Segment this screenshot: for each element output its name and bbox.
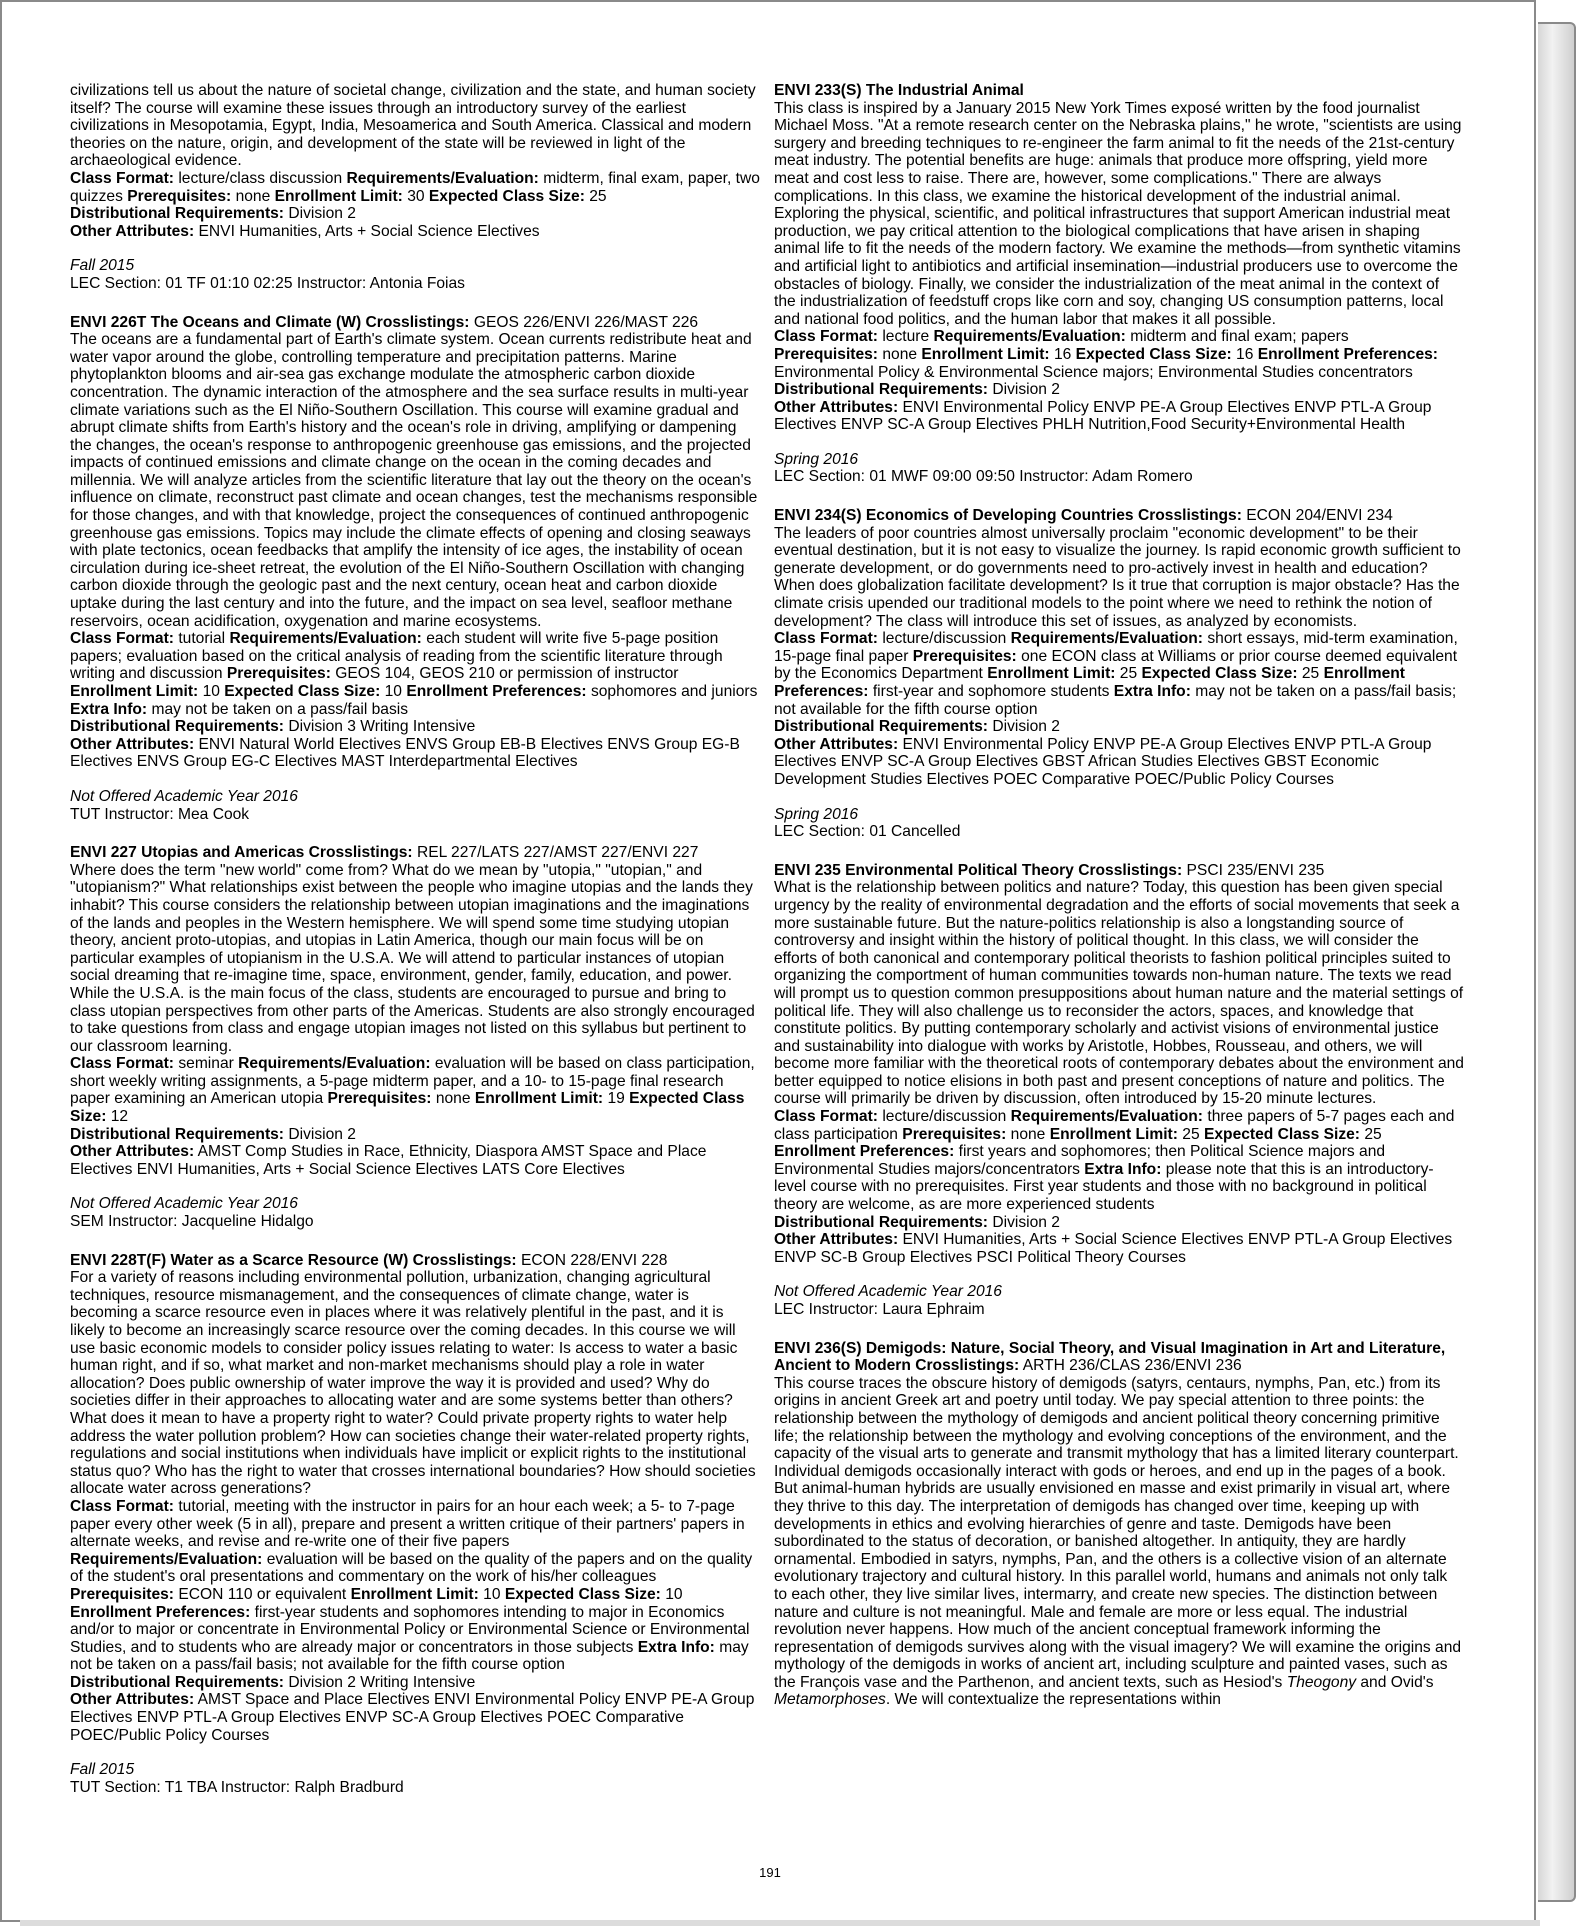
value-attributes: ENVI Environmental Policy ENVP PE-A Group Electives ENVP PTL-A Group Electives ENVP SC-A Group Electives GBST African Studies Electives GBST Economic Development Studies Electives POEC Comparative POEC/Public Policy Courses bbox=[774, 735, 1432, 788]
value-crosslistings: GEOS 226/ENVI 226/MAST 226 bbox=[473, 313, 699, 331]
value-crosslistings: ECON 228/ENVI 228 bbox=[520, 1251, 668, 1269]
course-attributes bbox=[70, 1143, 760, 1178]
value-enrollment-limit: 10 bbox=[202, 683, 220, 700]
value-attributes: ENVI Natural World Electives ENVS Group EB-B Electives ENVS Group EG-B Electives ENVS Group EG-C Electives MAST Interdepartmental Electives bbox=[70, 735, 740, 771]
label-attributes: Other Attributes: bbox=[70, 222, 195, 240]
label-enrollment-limit: Enrollment Limit: bbox=[274, 187, 403, 205]
value-distribution: Division 2 bbox=[992, 718, 1060, 736]
label-enrollment-preferences: Enrollment Preferences: bbox=[406, 683, 587, 700]
page-edge-right bbox=[1538, 22, 1576, 1902]
course-description: What is the relationship between politics and nature? Today, this question has been given special urgency by the reality of environmental degradation and the efforts of social movements that seek a more sustainable future. But the nature-politics relationship is also a longstanding source of controversy and insight within the history of political thought. In this class, we will consider the efforts of both canonical and contemporary political theorists to fashion political principles suited to organizing the comportment of human communities towards non-human nature. The texts we read will prompt us to question common presuppositions about human nature and the material settings of political life. They will also challenge us to reconsider the actors, spaces, and knowledge that constitute politics. By putting contemporary scholarly and activist visions of environmental justice and sustainability into dialogue with works by Aristotle, Hobbes, Rousseau, and others, we will become more familiar with the theoretical roots of contemporary debates about the environment and better equipped to notice elisions in both past and present conceptions of nature and politics. The course will primarily be driven by discussion, often introduced by 15-20 minute lectures. bbox=[774, 879, 1464, 1108]
course-heading bbox=[70, 844, 760, 862]
course-description: Where does the term "new world" come from? What do we mean by "utopia," "utopian," and "utopianism?" What relationships exist between the people who imagine utopias and the lands they inhabit? This course considers the relationship between utopian imaginations and the imaginations of the lands and peoples in the Western hemisphere. We will spend some time studying utopian theory, ancient proto-utopias, and utopias in Latin America, though our main focus will be on particular examples of utopianism in the U.S.A. We will attend to particular instances of utopian social dreaming that re-imagine time, space, environment, gender, family, education, and power. While the U.S.A. is the main focus of the class, students are encouraged to pursue and bring to class utopian perspectives from other parts of the Americas. Students are also strongly encouraged to take questions from class and engage utopian images not listed on this syllabus but pertinent to our classroom learning. bbox=[70, 861, 755, 1055]
course-details-continued bbox=[774, 346, 1464, 381]
course-heading bbox=[774, 1340, 1464, 1375]
section-info: LEC Section: 01 MWF 09:00 09:50 Instructor: Adam Romero bbox=[774, 468, 1193, 486]
value-requirements: evaluation will be based on the quality of the papers and on the quality of the student's oral presentations and commentary on the work of his/her colleagues bbox=[70, 1550, 753, 1586]
value-class-size: 16 bbox=[1236, 345, 1254, 363]
label-requirements: Requirements/Evaluation: bbox=[346, 169, 539, 187]
semester: Not Offered Academic Year 2016 bbox=[70, 787, 298, 805]
course-description-continued bbox=[774, 1463, 1464, 1709]
value-requirements: midterm, final exam, paper, two quizzes bbox=[70, 169, 760, 205]
value-prerequisites: none bbox=[235, 187, 271, 205]
value-enrollment-limit: 30 bbox=[407, 187, 425, 205]
label-prerequisites: Prerequisites: bbox=[226, 665, 331, 683]
label-distribution: Distributional Requirements: bbox=[70, 1125, 285, 1143]
label-requirements: Requirements/Evaluation: bbox=[229, 630, 422, 648]
value-class-format: tutorial bbox=[178, 630, 226, 648]
value-class-format: lecture bbox=[882, 328, 930, 346]
description-text: Individual demigods occasionally interact with gods or heroes, and end up in the pages of a book. But animal-human hybrids are usually envisioned en masse and exist primarily in visual art, where they thrive to this day. The interpretation of demigods has changed over time, keeping up with developments in ethics and evolving hierarchies of genre and taste. Demigods have been subordinated to the status of decoration, or banished altogether. In antiquity, they are hardly ornamental. Embodied in satyrs, nymphs, Pan, and the others is a collective vision of an alternate evolutionary trajectory and cultural history. In this parallel world, humans and animals not only talk to each other, they live similar lives, intermarry, and create new species. The distinction between nature and culture is not meaningful. Male and female are more or less equal. The industrial revolution never happens. How much of the ancient conceptual framework informing the representation of demigods survives along with the visual imagery? We will examine the origins and mythology of the demigods in works of ancient art, including sculpture and painted vases, such as the François vase and the Parthenon, and ancient texts, such as Hesiod's bbox=[774, 1462, 1462, 1691]
value-requirements: midterm and final exam; papers bbox=[1130, 328, 1349, 346]
value-distribution: Division 2 bbox=[992, 1213, 1060, 1231]
value-prerequisites: none bbox=[435, 1090, 471, 1108]
value-extra-info: please note that this is an introductory-level course with no prerequisites. First year students and those with no background in political theory are welcome, as are more experienced students bbox=[774, 1160, 1434, 1214]
value-class-size: 12 bbox=[110, 1108, 129, 1126]
value-class-format: lecture/discussion bbox=[882, 1108, 1007, 1126]
value-class-size: 25 bbox=[1364, 1125, 1382, 1143]
course-distribution bbox=[70, 1674, 760, 1692]
label-class-size: Expected Class Size: bbox=[1141, 665, 1298, 683]
label-distribution: Distributional Requirements: bbox=[70, 718, 285, 736]
value-attributes: AMST Comp Studies in Race, Ethnicity, Diaspora AMST Space and Place Electives ENVI Humanities, Arts + Social Science Electives LATS Core Electives bbox=[70, 1143, 707, 1178]
value-enrollment-limit: 10 bbox=[483, 1585, 501, 1603]
label-enrollment-limit: Enrollment Limit: bbox=[987, 665, 1116, 683]
value-enrollment-limit: 16 bbox=[1053, 345, 1072, 363]
value-enrollment-preferences: first years and sophomores; then Political Science majors and Environmental Studies majors/concentrators bbox=[774, 1143, 1386, 1178]
value-enrollment-preferences: first-year students and sophomores intending to major in Economics and/or to major or concentrate in Environmental Policy or Environmental Science or Environmental Studies, and to students who are already major or concentrators in those subjects bbox=[70, 1603, 750, 1656]
course-description: This class is inspired by a January 2015 New York Times exposé written by the food journalist Michael Moss. "At a remote research center on the Nebraska plains," he wrote, "scientists are using surgery and breeding techniques to re-engineer the farm animal to fit the needs of the 21st-century meat industry. The potential benefits are huge: animals that produce more offspring, yield more meat and cost less to raise. There are, however, some complications." There are always complications. In this class, we examine the historical development of the industrial animal. Exploring the physical, scientific, and political infrastructures that support American industrial meat production, we pay critical attention to the biological complications that have arisen in shaping animal life to fit the needs of the modern factory. We examine the methods—from synthetic vitamins and artificial light to antibiotics and artificial insemination—industrial producers use to overcome the obstacles of biology. Finally, we consider the industrialization of the meat animal in the context of the industrialization of feedstuff crops like corn and soy, changing US consumption patterns, local and national food politics, and the human labor that makes it all possible. bbox=[774, 99, 1462, 328]
section-info: TUT Section: T1 TBA Instructor: Ralph Bradburd bbox=[70, 1778, 404, 1796]
value-attributes: ENVI Humanities, Arts + Social Science Electives ENVP PTL-A Group Electives ENVP SC-B Group Electives PSCI Political Theory Courses bbox=[774, 1231, 1453, 1266]
course-attributes bbox=[774, 399, 1464, 434]
value-extra-info: may not be taken on a pass/fail basis; not available for the fifth course option bbox=[774, 683, 1457, 718]
label-class-size: Expected Class Size: bbox=[224, 683, 381, 700]
label-enrollment-limit: Enrollment Limit: bbox=[1049, 1125, 1178, 1143]
course-entry-envi-235 bbox=[774, 862, 1464, 1319]
section-info: LEC Section: 01 Cancelled bbox=[774, 823, 961, 841]
label-class-format: Class Format: bbox=[774, 328, 878, 346]
value-crosslistings: ARTH 236/CLAS 236/ENVI 236 bbox=[1022, 1357, 1242, 1375]
course-distribution bbox=[70, 718, 760, 736]
label-attributes: Other Attributes: bbox=[774, 398, 899, 416]
value-attributes: AMST Space and Place Electives ENVI Environmental Policy ENVP PE-A Group Electives ENVP PTL-A Group Electives ENVP SC-A Group Electives POEC Comparative POEC/Public Policy Courses bbox=[70, 1691, 755, 1744]
label-crosslistings: Crosslistings: bbox=[365, 313, 470, 331]
value-prerequisites: GEOS 104, GEOS 210 or permission of instructor bbox=[335, 665, 679, 683]
course-entry-envi-226t bbox=[70, 314, 760, 824]
label-requirements: Requirements/Evaluation: bbox=[1010, 1108, 1204, 1126]
label-crosslistings: Crosslistings: bbox=[1078, 861, 1183, 879]
value-prerequisites: ECON 110 or equivalent bbox=[178, 1585, 347, 1603]
value-extra-info: may not be taken on a pass/fail basis; not available for the fifth course option bbox=[70, 1638, 749, 1674]
value-enrollment-limit: 25 bbox=[1119, 665, 1138, 683]
value-requirements: each student will write five 5-page position papers; evaluation based on the critical analysis of reading from the scientific literature through writing and discussion bbox=[70, 630, 723, 683]
semester: Fall 2015 bbox=[70, 257, 135, 275]
course-heading bbox=[70, 1252, 760, 1270]
course-title: ENVI 228T(F) Water as a Scarce Resource (W) bbox=[70, 1251, 409, 1269]
label-prerequisites: Prerequisites: bbox=[902, 1125, 1007, 1143]
label-requirements: Requirements/Evaluation: bbox=[1010, 630, 1204, 648]
label-attributes: Other Attributes: bbox=[70, 735, 195, 753]
course-heading bbox=[774, 507, 1464, 525]
course-heading bbox=[774, 862, 1464, 880]
value-requirements: three papers of 5-7 pages each and class participation bbox=[774, 1108, 1455, 1143]
label-class-size: Expected Class Size: bbox=[1203, 1125, 1360, 1143]
label-extra-info: Extra Info: bbox=[1113, 683, 1191, 700]
section-info: LEC Instructor: Laura Ephraim bbox=[774, 1301, 985, 1318]
value-class-size: 10 bbox=[384, 683, 402, 700]
label-attributes: Other Attributes: bbox=[774, 1231, 899, 1249]
label-class-format: Class Format: bbox=[774, 1108, 878, 1126]
course-heading bbox=[70, 314, 760, 332]
course-entry-envi-236 bbox=[774, 1340, 1464, 1709]
course-attributes bbox=[774, 736, 1464, 789]
course-description: For a variety of reasons including environmental pollution, urbanization, changing agricultural techniques, resource mismanagement, and the consequences of climate change, water is becoming a scarce resource even in places where it was relatively plentiful in the past, and it is likely to become an increasingly scarce resource over the coming decades. In this course we will use basic economic models to consider policy issues relating to water: Is access to water a basic human right, and if so, what market and non-market mechanisms should play a role in water allocation? Does public ownership of water improve the way it is provided and used? Why do societies differ in their approaches to allocating water and are some systems better than others? What does it mean to have a property right to water? Could private property rights to water help address the water pollution problem? How can societies change their water-related property rights, regulations and social institutions when individuals have implicit or explicit rights to the institutional status quo? Who has the right to water that crosses international boundaries? How should societies allocate water across generations? bbox=[70, 1269, 756, 1498]
value-class-format: tutorial, meeting with the instructor in pairs for an hour each week; a 5- to 7-page paper every other week (5 in all), prepare and present a written critique of their partners' papers in alternate weeks, and revise and re-write one of their five papers bbox=[70, 1497, 745, 1551]
section-info: LEC Section: 01 TF 01:10 02:25 Instructor: Antonia Foias bbox=[70, 274, 465, 292]
value-class-format: lecture/discussion bbox=[882, 630, 1007, 648]
semester: Fall 2015 bbox=[70, 1761, 135, 1779]
value-class-size: 25 bbox=[1301, 665, 1320, 683]
course-entry-envi-227 bbox=[70, 844, 760, 1230]
label-prerequisites: Prerequisites: bbox=[774, 345, 879, 363]
label-enrollment-preferences: Enrollment Preferences: bbox=[774, 665, 1406, 700]
label-crosslistings: Crosslistings: bbox=[1137, 507, 1242, 525]
value-class-size: 10 bbox=[665, 1585, 683, 1603]
label-requirements: Requirements/Evaluation: bbox=[70, 1550, 263, 1568]
course-details bbox=[774, 1108, 1464, 1214]
course-attributes bbox=[70, 1691, 760, 1744]
label-prerequisites: Prerequisites: bbox=[127, 187, 232, 205]
course-details bbox=[70, 630, 760, 718]
course-description: This course traces the obscure history of demigods (satyrs, centaurs, nymphs, Pan, etc.) from its origins in ancient Greek art and poetry until today. We pay special attention to three points: the relationship between the mythology of demigods and ancient political theory concerning primitive life; the relationship between the mythology and evolving conceptions of the environment, and the capacity of the visual arts to generate and transmit mythology that has a limited literary counterpart. bbox=[774, 1374, 1459, 1463]
label-enrollment-limit: Enrollment Limit: bbox=[474, 1090, 604, 1108]
course-details bbox=[70, 170, 760, 205]
semester: Not Offered Academic Year 2016 bbox=[774, 1283, 1002, 1301]
title-theogony: Theogony bbox=[1286, 1673, 1357, 1691]
value-extra-info: may not be taken on a pass/fail basis bbox=[151, 700, 409, 718]
page-number: 191 bbox=[759, 1865, 781, 1880]
value-crosslistings: ECON 204/ENVI 234 bbox=[1246, 507, 1393, 525]
label-attributes: Other Attributes: bbox=[70, 1691, 195, 1709]
course-attributes bbox=[70, 223, 760, 241]
course-distribution bbox=[70, 1126, 760, 1144]
left-column bbox=[70, 82, 760, 1817]
value-distribution: Division 3 Writing Intensive bbox=[288, 718, 476, 736]
description-text: and Ovid's bbox=[1356, 1673, 1434, 1691]
value-distribution: Division 2 Writing Intensive bbox=[288, 1673, 476, 1691]
course-title: ENVI 233(S) The Industrial Animal bbox=[774, 82, 1024, 99]
label-class-format: Class Format: bbox=[774, 630, 878, 648]
description-text: . We will contextualize the representations within bbox=[885, 1691, 1221, 1709]
label-enrollment-preferences: Enrollment Preferences: bbox=[70, 1603, 251, 1621]
semester: Spring 2016 bbox=[774, 805, 859, 823]
value-enrollment-limit: 19 bbox=[607, 1090, 625, 1108]
value-class-size: 25 bbox=[589, 187, 607, 205]
course-description: The oceans are a fundamental part of Earth's climate system. Ocean currents redistribute heat and water vapor around the globe, controlling temperature and precipitation patterns. Marine phytoplankton blooms and air-sea gas exchange modulate the atmospheric carbon dioxide concentration. The dynamic interaction of the atmosphere and the sea surface results in multi-year climate variations such as the El Niño-Southern Oscillation. This course will examine gradual and abrupt climate shifts from Earth's history and the ocean's role in driving, amplifying or dampening the changes, the ocean's response to anthropogenic greenhouse gas emissions, and the projected impacts of continued emissions and climate change on the ocean in the coming decades and millennia. We will analyze articles from the scientific literature that lay out the theory on the ocean's influence on climate, reconstruct past climate and ocean changes, test the mechanisms responsible for those changes, and with that knowledge, project the consequences of continued anthropogenic greenhouse gas emissions. Topics may include the climate effects of opening and closing seaways with plate tectonics, ocean feedbacks that amplify the intensity of ice ages, the instability of ocean circulation during ice-sheet retreat, the evolution of the El Niño-Southern Oscillation with changing carbon dioxide through the geologic past and the next century, ocean heat and carbon dioxide uptake during the last century and into the future, and the impact on sea level, seafloor methane reservoirs, ocean acidification, oxygenation and marine ecosystems. bbox=[70, 331, 758, 630]
course-description: The leaders of poor countries almost universally proclaim "economic development" to be their eventual destination, but it is not easy to visualize the journey. Is rapid economic growth sufficient to generate development, or do governments need to pro-actively invest in health and education? When does globalization facilitate development? Is it true that corruption is major obstacle? Has the climate crisis upended our traditional models to the point where we need to rethink the notion of development? The class will introduce this set of issues, as analyzed by economists. bbox=[774, 524, 1461, 630]
label-distribution: Distributional Requirements: bbox=[774, 718, 989, 736]
label-class-format: Class Format: bbox=[70, 630, 174, 648]
label-extra-info: Extra Info: bbox=[70, 700, 148, 718]
value-class-format: lecture/class discussion bbox=[178, 169, 343, 187]
label-requirements: Requirements/Evaluation: bbox=[933, 328, 1126, 346]
course-distribution bbox=[774, 381, 1464, 399]
course-entry-envi-228t bbox=[70, 1252, 760, 1797]
course-entry-envi-233 bbox=[774, 82, 1464, 486]
value-distribution: Division 2 bbox=[288, 205, 356, 223]
course-details-continued bbox=[70, 1551, 760, 1674]
value-crosslistings: PSCI 235/ENVI 235 bbox=[1186, 861, 1325, 879]
label-class-format: Class Format: bbox=[70, 1497, 174, 1515]
value-distribution: Division 2 bbox=[992, 381, 1060, 399]
course-title: ENVI 227 Utopias and Americas bbox=[70, 844, 305, 862]
label-enrollment-limit: Enrollment Limit: bbox=[350, 1585, 479, 1603]
course-title: ENVI 226T The Oceans and Climate (W) bbox=[70, 313, 362, 331]
value-requirements: short essays, mid-term examination, 15-page final paper bbox=[774, 630, 1458, 665]
value-prerequisites: none bbox=[1010, 1125, 1046, 1143]
semester: Spring 2016 bbox=[774, 450, 859, 468]
value-distribution: Division 2 bbox=[288, 1125, 356, 1143]
label-crosslistings: Crosslistings: bbox=[308, 844, 413, 862]
course-details bbox=[70, 1498, 760, 1551]
label-prerequisites: Prerequisites: bbox=[912, 647, 1017, 665]
label-class-size: Expected Class Size: bbox=[428, 187, 585, 205]
value-class-format: seminar bbox=[178, 1055, 234, 1073]
label-requirements: Requirements/Evaluation: bbox=[238, 1055, 431, 1073]
label-distribution: Distributional Requirements: bbox=[70, 205, 285, 223]
course-distribution bbox=[774, 1214, 1464, 1232]
course-details bbox=[70, 1055, 760, 1125]
label-class-format: Class Format: bbox=[70, 1055, 174, 1073]
course-title: ENVI 235 Environmental Political Theory bbox=[774, 861, 1074, 879]
course-entry-continued bbox=[70, 82, 760, 293]
section-info: TUT Instructor: Mea Cook bbox=[70, 805, 250, 823]
title-metamorphoses: Metamorphoses bbox=[774, 1691, 886, 1709]
course-attributes bbox=[70, 736, 760, 771]
value-enrollment-preferences: sophomores and juniors bbox=[590, 683, 758, 700]
course-details bbox=[774, 630, 1464, 718]
course-entry-envi-234 bbox=[774, 507, 1464, 841]
value-enrollment-preferences: Environmental Policy & Environmental Science majors; Environmental Studies concentrators bbox=[774, 363, 1413, 381]
value-attributes: ENVI Environmental Policy ENVP PE-A Group Electives ENVP PTL-A Group Electives ENVP SC-A Group Electives PHLH Nutrition,Food Security+Environmental Health bbox=[774, 398, 1432, 434]
course-description: civilizations tell us about the nature of societal change, civilization and the state, and human society itself? The course will examine these issues through an introductory survey of the earliest civilizations in Mesopotamia, Egypt, India, Mesoamerica and South America. Classical and modern theories on the nature, origin, and development of the state will be reviewed in light of the archaeological evidence. bbox=[70, 82, 756, 170]
label-distribution: Distributional Requirements: bbox=[774, 1213, 989, 1231]
value-requirements: evaluation will be based on class participation, short weekly writing assignments, a 5-page midterm paper, and a 10- to 15-page final research paper examining an American utopia bbox=[70, 1055, 755, 1108]
page-edge-bottom bbox=[20, 1920, 1540, 1926]
course-heading bbox=[774, 82, 1464, 100]
semester: Not Offered Academic Year 2016 bbox=[70, 1195, 298, 1213]
label-extra-info: Extra Info: bbox=[1084, 1160, 1162, 1178]
value-prerequisites: one ECON class at Williams or prior course deemed equivalent by the Economics Department bbox=[774, 647, 1458, 683]
course-distribution bbox=[70, 205, 760, 223]
label-class-format: Class Format: bbox=[70, 169, 174, 187]
section-info: SEM Instructor: Jacqueline Hidalgo bbox=[70, 1213, 314, 1231]
value-enrollment-preferences: first-year and sophomore students bbox=[872, 683, 1110, 700]
label-attributes: Other Attributes: bbox=[70, 1143, 195, 1161]
label-class-size: Expected Class Size: bbox=[70, 1090, 745, 1126]
course-attributes bbox=[774, 1231, 1464, 1266]
course-title: ENVI 236(S) Demigods: Nature, Social Theory, and Visual Imagination in Art and Literature, Ancient to Modern bbox=[774, 1339, 1446, 1375]
right-column bbox=[774, 82, 1464, 1730]
label-prerequisites: Prerequisites: bbox=[70, 1585, 175, 1603]
label-distribution: Distributional Requirements: bbox=[774, 381, 989, 399]
course-details bbox=[774, 328, 1464, 346]
course-title: ENVI 234(S) Economics of Developing Countries bbox=[774, 507, 1134, 525]
course-distribution bbox=[774, 718, 1464, 736]
label-extra-info: Extra Info: bbox=[637, 1638, 715, 1656]
label-class-size: Expected Class Size: bbox=[1075, 345, 1232, 363]
label-enrollment-limit: Enrollment Limit: bbox=[921, 345, 1050, 363]
label-crosslistings: Crosslistings: bbox=[915, 1357, 1020, 1375]
value-attributes: ENVI Humanities, Arts + Social Science Electives bbox=[198, 222, 540, 240]
label-attributes: Other Attributes: bbox=[774, 735, 899, 753]
value-enrollment-limit: 25 bbox=[1182, 1125, 1200, 1143]
label-enrollment-limit: Enrollment Limit: bbox=[70, 683, 199, 700]
label-crosslistings: Crosslistings: bbox=[412, 1251, 517, 1269]
value-prerequisites: none bbox=[882, 345, 918, 363]
label-enrollment-preferences: Enrollment Preferences: bbox=[1257, 345, 1438, 363]
label-class-size: Expected Class Size: bbox=[504, 1585, 661, 1603]
label-enrollment-preferences: Enrollment Preferences: bbox=[774, 1143, 955, 1161]
label-distribution: Distributional Requirements: bbox=[70, 1673, 285, 1691]
label-prerequisites: Prerequisites: bbox=[327, 1090, 432, 1108]
value-crosslistings: REL 227/LATS 227/AMST 227/ENVI 227 bbox=[416, 844, 699, 862]
